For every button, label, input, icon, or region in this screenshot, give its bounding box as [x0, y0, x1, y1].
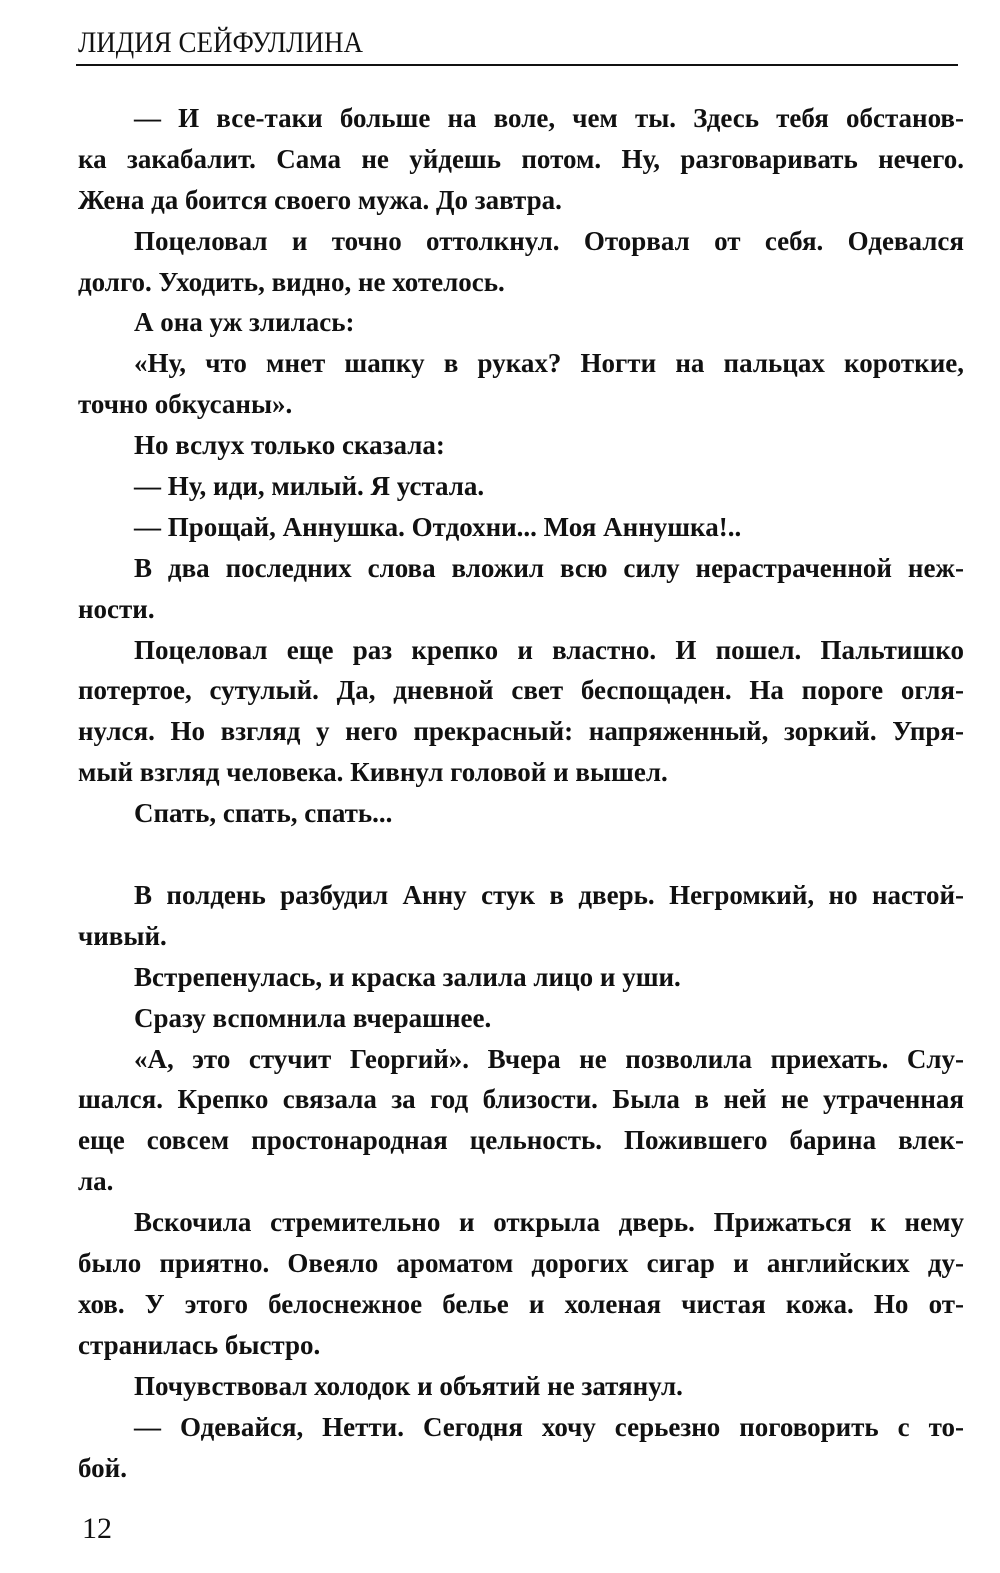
text-line: Встрепенулась, и краска залила лицо и уши.	[134, 961, 681, 992]
body-text	[78, 98, 964, 1488]
text-line: «Ну, что мнет шапку в руках? Ногти на пальцах короткие,	[134, 348, 964, 379]
text-line: Почувствовал холодок и объятий не затянул.	[134, 1370, 683, 1401]
text-line: Жена да боится своего мужа. До завтра.	[78, 184, 562, 215]
text-line: шался. Крепко связала за год близости. Была в ней не утраченная	[78, 1084, 964, 1115]
text-line: долго. Уходить, видно, не хотелось.	[78, 266, 505, 297]
text-line: Но вслух только сказала:	[134, 430, 445, 461]
text-line: ла.	[78, 1166, 114, 1197]
text-line: хов. У этого белоснежное белье и холеная чистая кожа. Но от-	[78, 1288, 964, 1319]
text-line: Поцеловал и точно оттолкнул. Оторвал от себя. Одевался	[134, 225, 964, 256]
text-line: чивый.	[78, 920, 167, 951]
text-line: мый взгляд человека. Кивнул головой и вышел.	[78, 757, 668, 788]
text-line: Спать, спать, спать...	[134, 798, 393, 829]
text-line: точно обкусаны».	[78, 389, 293, 420]
text-line: — Ну, иди, милый. Я устала.	[134, 471, 485, 502]
text-line: — И все-таки больше на воле, чем ты. Здесь тебя обстанов-	[134, 103, 964, 133]
text-line: потертое, сутулый. Да, дневной свет беспощаден. На пороге огля-	[78, 675, 964, 706]
text-line: А она уж злилась:	[134, 307, 355, 338]
header-rule	[76, 64, 958, 66]
text-line: странилась быстро.	[78, 1329, 321, 1360]
text-line: еще совсем простонародная цельность. Пожившего барина влек-	[78, 1125, 964, 1156]
text-line: нулся. Но взгляд у него прекрасный: напряженный, зоркий. Упря-	[78, 716, 964, 747]
running-header: ЛИДИЯ СЕЙФУЛЛИНА	[78, 26, 363, 59]
text-line: «А, это стучит Георгий». Вчера не позволила приехать. Слу-	[134, 1043, 964, 1074]
text-line: — Одевайся, Нетти. Сегодня хочу серьезно поговорить с то-	[134, 1411, 964, 1442]
text-line: ности.	[78, 593, 155, 624]
text-line: ка закабалит. Сама не уйдешь потом. Ну, разговаривать нечего.	[78, 143, 964, 174]
text-line: Вскочила стремительно и открыла дверь. Прижаться к нему	[134, 1207, 964, 1238]
text-line: — Прощай, Аннушка. Отдохни... Моя Аннушка!..	[134, 511, 742, 542]
page-number: 12	[82, 1512, 112, 1545]
text-line: В полдень разбудил Анну стук в дверь. Негромкий, но настой-	[134, 880, 964, 911]
text-line: было приятно. Овеяло ароматом дорогих сигар и английских ду-	[78, 1248, 964, 1279]
text-line: В два последних слова вложил всю силу нерастраченной неж-	[134, 552, 964, 583]
section-break	[78, 834, 964, 875]
text-line: бой.	[78, 1452, 127, 1483]
text-line: Поцеловал еще раз крепко и властно. И пошел. Пальтишко	[134, 634, 964, 665]
text-line: Сразу вспомнила вчерашнее.	[134, 1002, 492, 1033]
